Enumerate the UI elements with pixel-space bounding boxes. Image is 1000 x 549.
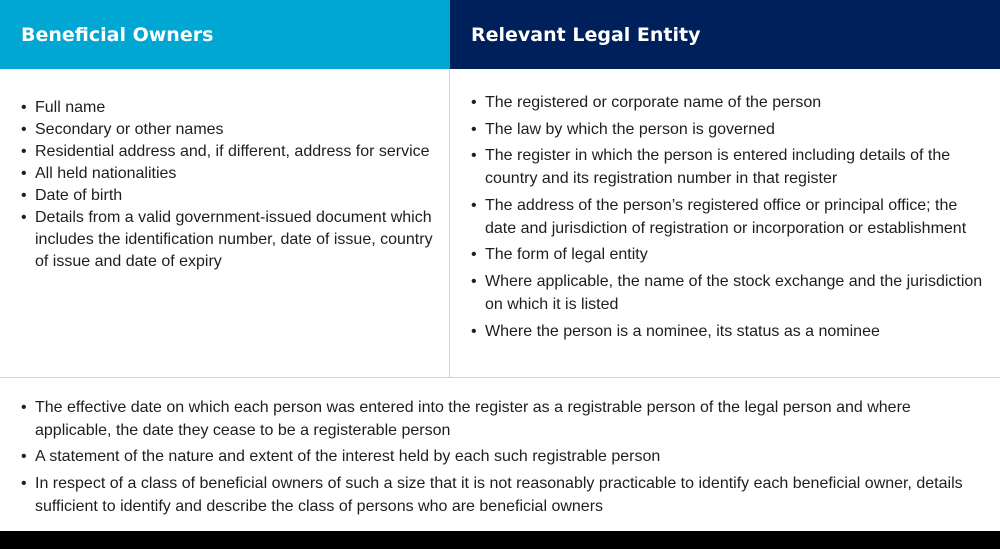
beneficial-owners-column <box>0 69 450 378</box>
list-item: • A statement of the nature and extent of the interest held by each such registrable person <box>21 445 980 468</box>
list-item: • Where applicable, the name of the stock exchange and the jurisdiction on which it is listed <box>471 270 986 316</box>
list-item: • The registered or corporate name of the person <box>471 91 986 114</box>
list-item: • Details from a valid government-issued document which includes the identification number, date of issue, country of issue and date of expiry <box>21 207 439 273</box>
table-body-row <box>0 69 1000 378</box>
list-item: • Secondary or other names <box>21 119 439 141</box>
list-item: • Date of birth <box>21 185 439 207</box>
bottom-bar <box>0 531 1000 549</box>
table-header <box>0 0 1000 69</box>
list-item: • Residential address and, if different, address for service <box>21 141 439 163</box>
relevant-legal-entity-heading: Relevant Legal Entity <box>450 0 1000 69</box>
relevant-legal-entity-column <box>450 69 1000 378</box>
list-item: • The effective date on which each person was entered into the register as a registrable person of the legal person and where applicable, the date they cease to be a registerable person <box>21 396 980 442</box>
shared-requirements <box>0 378 1000 531</box>
list-item: • The register in which the person is entered including details of the country and its registration number in that register <box>471 144 986 190</box>
list-item: • In respect of a class of beneficial owners of such a size that it is not reasonably practicable to identify each beneficial owner, details sufficient to identify and describe the class of persons who are beneficial owners <box>21 472 980 518</box>
beneficial-owners-heading: Beneficial Owners <box>0 0 450 69</box>
list-item: • Full name <box>21 97 439 119</box>
shared-requirements-list <box>21 396 980 518</box>
list-item: • The address of the person’s registered office or principal office; the date and jurisdiction of registration or incorporation or establishment <box>471 194 986 240</box>
list-item: • The law by which the person is governed <box>471 118 986 141</box>
list-item: • All held nationalities <box>21 163 439 185</box>
beneficial-owners-list <box>21 97 439 273</box>
list-item: • The form of legal entity <box>471 243 986 266</box>
relevant-legal-entity-list <box>471 91 986 343</box>
list-item: • Where the person is a nominee, its status as a nominee <box>471 320 986 343</box>
